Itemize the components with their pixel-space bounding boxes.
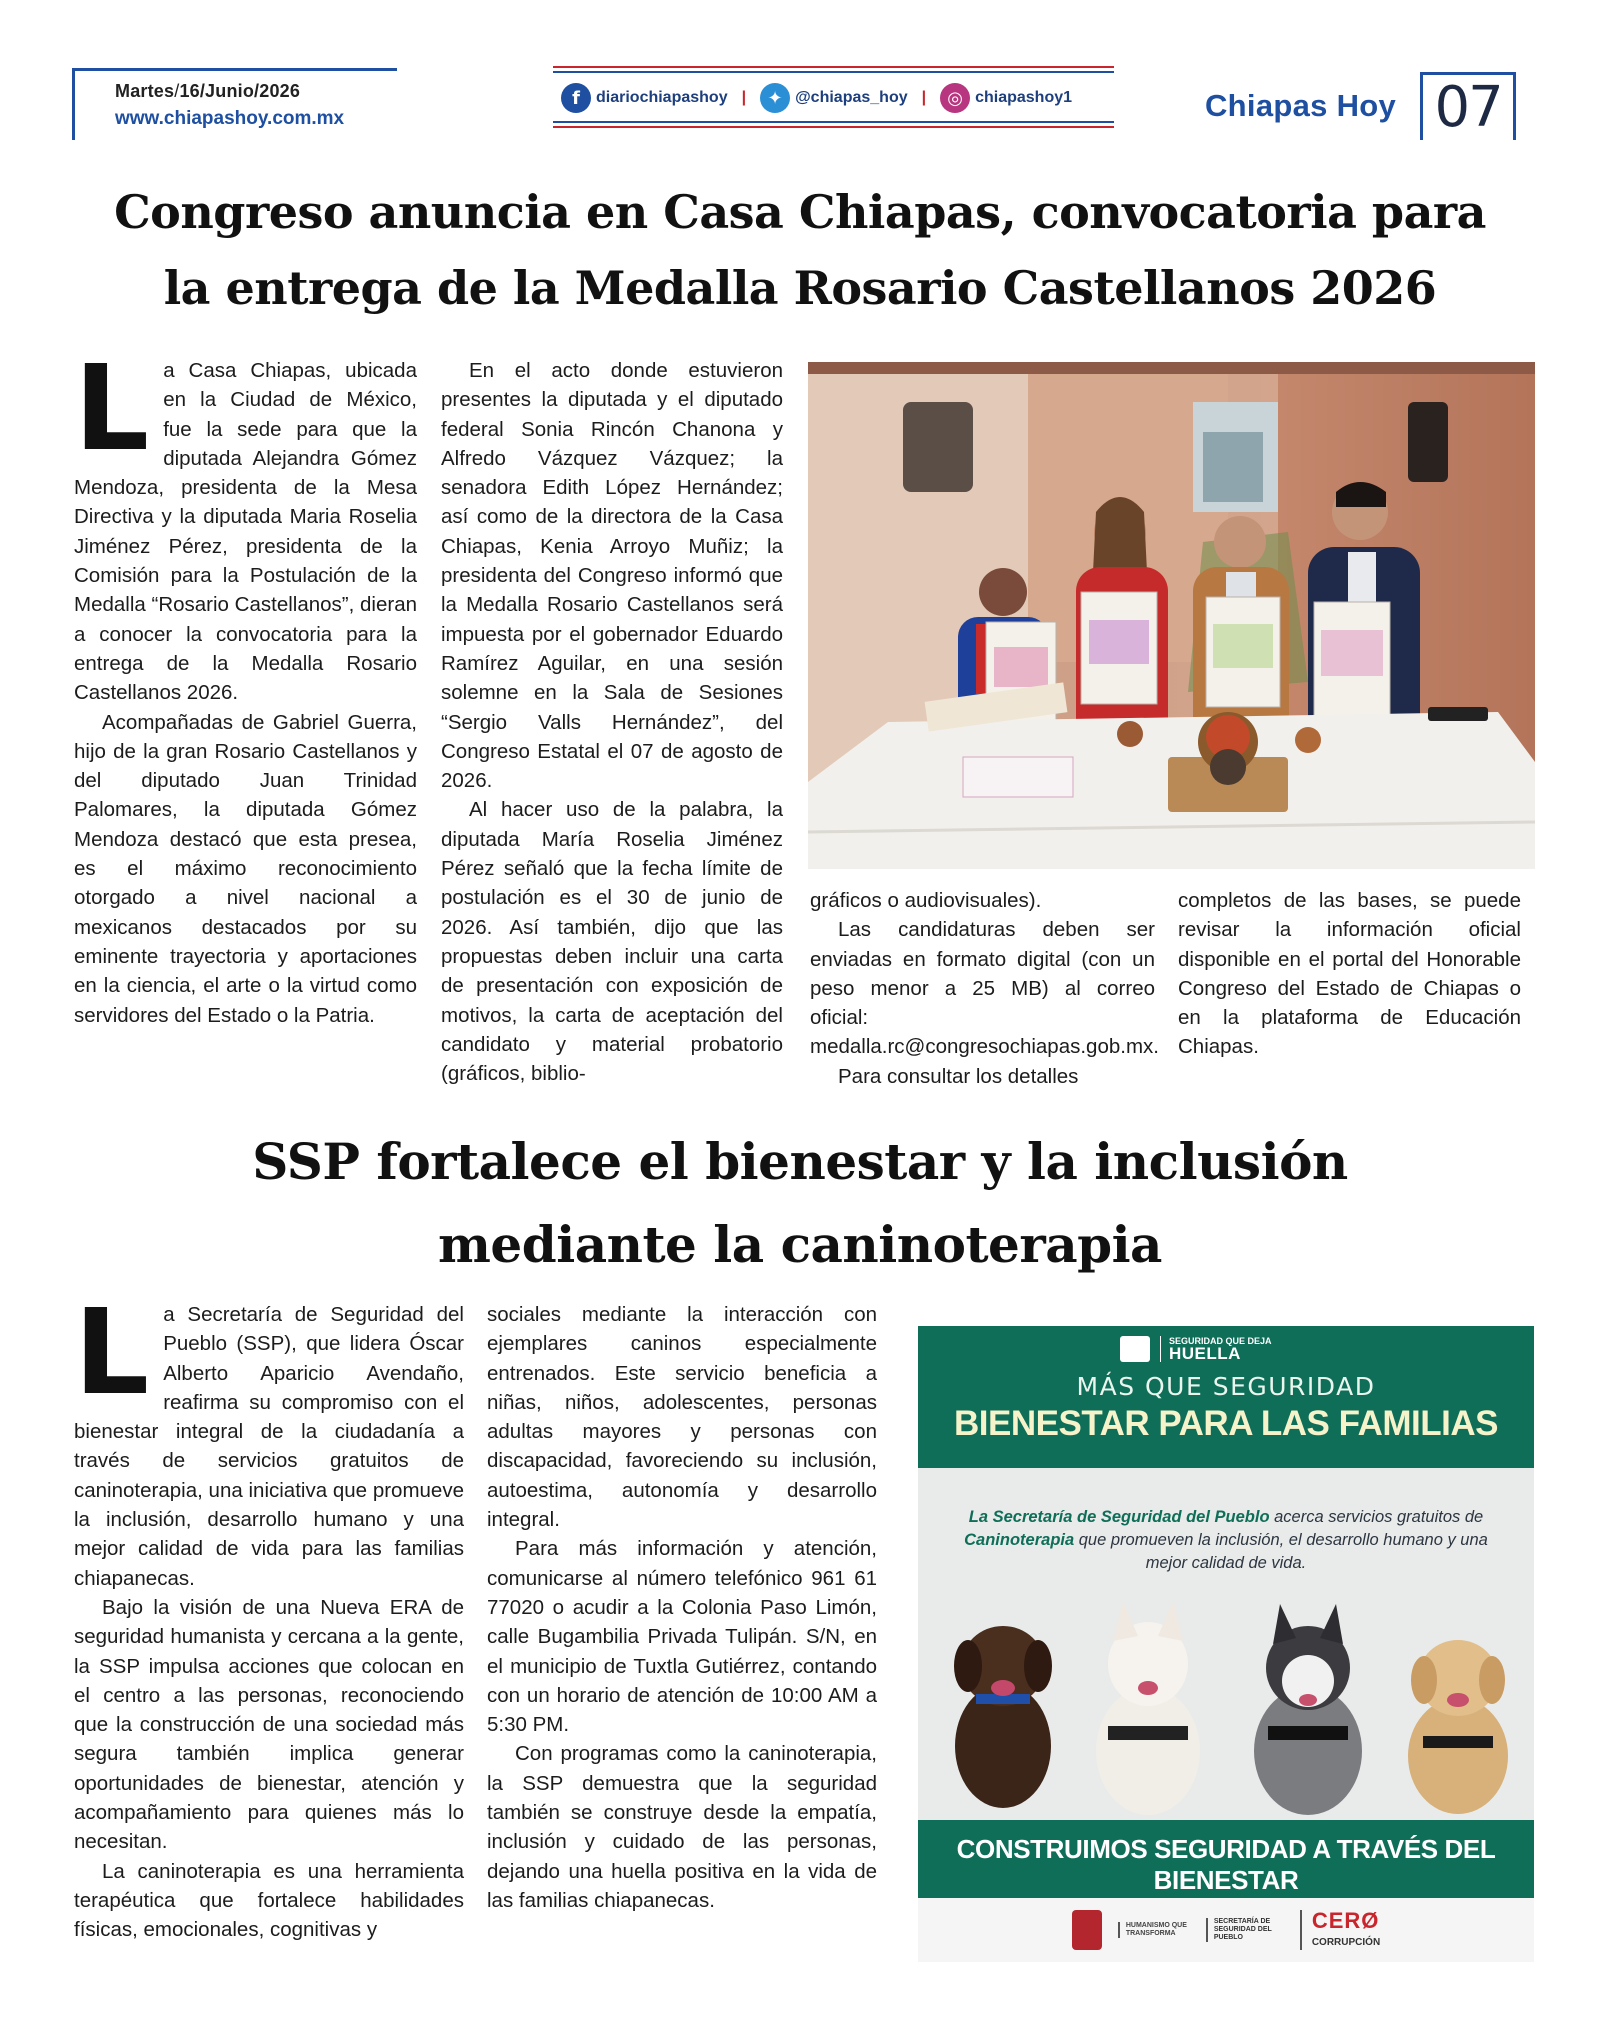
- ssp-shield-icon: [1120, 1336, 1150, 1362]
- article1-headline: [60, 174, 1540, 326]
- social-rule-bottom: [553, 126, 1114, 128]
- caninotherapy-ad: [918, 1326, 1534, 1962]
- social-rule-top-blue: [553, 71, 1114, 73]
- ad-desc-service: Caninoterapia: [964, 1531, 1075, 1549]
- article2-paragraph: a Secretaría de Seguridad del Pueblo (SSP), que lidera Óscar Alberto Aparicio Avendaño, reafirma su compromiso con el bienestar integral de la ciudadanía a través de servicios gratuitos de caninoterapia, una iniciativa que promueve la inclusión, desarrollo humano y una mejor calidad de vida para las familias chiapanecas.: [74, 1303, 464, 1590]
- ad-kicker: MÁS QUE SEGURIDAD: [1076, 1372, 1376, 1401]
- ad-logo-small: SEGURIDAD QUE DEJA: [1169, 1336, 1272, 1346]
- cero-logo-word: CERØ: [1311, 1908, 1380, 1933]
- social-rule-bottom-blue: [553, 121, 1114, 123]
- article1-column-3: [810, 886, 1159, 1091]
- ad-slogan: CONSTRUIMOS SEGURIDAD A TRAVÉS DEL BIENESTAR: [956, 1834, 1496, 1895]
- article1-headline-line2: la entrega de la Medalla Rosario Castellanos 2026: [163, 261, 1437, 315]
- ad-desc-org: La Secretaría de Seguridad del Pueblo: [968, 1508, 1270, 1526]
- article2-headline-line2: mediante la caninoterapia: [438, 1215, 1162, 1274]
- corrupcion-logo-word: CORRUPCIÓN: [1311, 1937, 1381, 1948]
- article2-paragraph: Para más información y atención, comunicarse al número telefónico 961 61 77020 o acudir a la Colonia Paso Limón, calle Bugambilia Privada Tulipán. S/N, en el municipio de Tuxtla Gutiérrez, contando con un horario de atención de 10:00 AM a 5:30 PM.: [487, 1537, 877, 1737]
- article1-dropcap: L: [74, 339, 150, 477]
- facebook-icon: f: [561, 83, 591, 113]
- article2-paragraph: La caninoterapia es una herramienta terapéutica que fortalece habilidades físicas, emocionales, cognitivas y: [74, 1859, 464, 1942]
- page-number: 07: [1434, 75, 1502, 140]
- instagram-icon: ◎: [940, 83, 970, 113]
- ssp-logo-text: SECRETARÍA DE SEGURIDAD DEL PUEBLO: [1206, 1918, 1284, 1942]
- ad-logo-big: HUELLA: [1169, 1344, 1241, 1363]
- instagram-handle: chiapashoy1: [975, 89, 1073, 106]
- ad-logo-text: [1160, 1336, 1272, 1362]
- article1-paragraph: Las candidaturas deben ser enviadas en formato digital (con un peso menor a 25 MB) al correo oficial: medalla.rc@congresochiapas.gob.mx.: [810, 918, 1159, 1059]
- dog-chocolate-lab-icon: [954, 1626, 1052, 1808]
- ad-slogan-band: [918, 1820, 1534, 1898]
- masthead: [1205, 72, 1516, 140]
- article2-headline: [60, 1120, 1540, 1286]
- ad-desc-text: que promueven la inclusión, el desarrollo humano y una mejor calidad de vida.: [1074, 1531, 1488, 1572]
- newspaper-name: Chiapas Hoy: [1205, 88, 1397, 123]
- chiapas-coat-of-arms-icon: [1072, 1910, 1102, 1950]
- issue-date-value: 16/Junio/2026: [179, 81, 301, 101]
- website-link[interactable]: www.chiapashoy.com.mx: [115, 108, 345, 129]
- article1-paragraph: a Casa Chiapas, ubicada en la Ciudad de México, fue la sede para que la diputada Alejandra Gómez Mendoza, presidenta de la Mesa Directiva y la diputada Maria Roselia Jiménez Pérez, presidenta de la Comisión para la Postulación de la Medalla “Rosario Castellanos”, dieran a conocer la convocatoria para la entrega de la Medalla Rosario Castellanos 2026.: [74, 359, 417, 705]
- dog-golden-icon: [1408, 1640, 1508, 1814]
- cero-corrupcion-logo: [1300, 1910, 1380, 1950]
- article2-dropcap: L: [74, 1283, 150, 1421]
- ad-desc-text: acerca servicios gratuitos de: [1269, 1508, 1484, 1526]
- separator: |: [921, 89, 927, 106]
- ad-footer-logos: [918, 1898, 1534, 1962]
- separator: |: [741, 89, 747, 106]
- article1-column-4: [1178, 886, 1521, 1062]
- social-bar: [553, 66, 1114, 128]
- press-conference-photo: [808, 362, 1535, 869]
- article1-paragraph: completos de las bases, se puede revisar la información oficial disponible en el portal del Honorable Congreso del Estado de Chiapas o en la plataforma de Educación Chiapas.: [1178, 889, 1521, 1059]
- article1-paragraph: gráficos o audiovisuales).: [810, 889, 1042, 912]
- article2-paragraph: Con programas como la caninoterapia, la SSP demuestra que la seguridad también se construye desde la empatía, inclusión y cuidado de las personas, dejando una huella positiva en la vida de las familias chiapanecas.: [487, 1742, 877, 1912]
- issue-day: Martes: [115, 81, 175, 101]
- header-dateline: [72, 68, 397, 140]
- twitter-link[interactable]: [760, 83, 940, 113]
- article2-column-2: [487, 1300, 877, 1915]
- article2-paragraph: sociales mediante la interacción con ejemplares caninos especialmente entrenados. Este servicio beneficia a niñas, niños, adolescentes, personas adultas mayores y personas con discapacidad, favoreciendo su inclusión, autoestima, autonomía y desarrollo integral.: [487, 1303, 877, 1532]
- article1-paragraph: Para consultar los detalles: [838, 1064, 1079, 1088]
- article2-paragraph: Bajo la visión de una Nueva ERA de seguridad humanista y cercana a la gente, la SSP impulsa acciones que colocan en el centro a las personas, reconociendo que la construcción de una sociedad más segura también implica generar oportunidades de bienestar, atención y acompañamiento para quienes más lo necesitan.: [74, 1595, 464, 1854]
- article1-column-1: [74, 339, 417, 1030]
- gov-logo-text: HUMANISMO QUE TRANSFORMA: [1118, 1922, 1190, 1938]
- article2-column-1: [74, 1283, 464, 1945]
- article1-paragraph: En el acto donde estuvieron presentes la diputada y el diputado federal Sonia Rincón Chanona y Alfredo Vázquez Vázquez; la senadora Edith López Hernández; así como de la directora de la Casa Chiapas, Kenia Arroyo Muñiz; la presidenta del Congreso informó que la Medalla Rosario Castellanos será impuesta por el gobernador Eduardo Ramírez Aguilar, en una sesión solemne en la Sala de Sesiones “Sergio Valls Hernández”, del Congreso Estatal el 07 de agosto de 2026.: [441, 359, 783, 793]
- article2-headline-line1: SSP fortalece el bienestar y la inclusión: [252, 1132, 1348, 1191]
- issue-date: Martes/16/Junio/2026: [115, 81, 301, 101]
- social-rule-top: [553, 66, 1114, 68]
- article1-headline-line1: Congreso anuncia en Casa Chiapas, convocatoria para: [114, 185, 1486, 239]
- dog-husky-icon: [1254, 1604, 1362, 1815]
- ad-logo: [1120, 1336, 1272, 1362]
- ad-description: [946, 1506, 1506, 1575]
- ad-header: [918, 1326, 1534, 1468]
- article1-paragraph: Al hacer uso de la palabra, la diputada María Roselia Jiménez Pérez señaló que la fecha límite de postulación es el 30 de junio de 2026. Así también, dijo que las propuestas deben incluir una carta de presentación con exposición de motivos, la carta de aceptación del candidato y material probatorio (gráficos, biblio-: [441, 798, 783, 1086]
- article1-paragraph: Acompañadas de Gabriel Guerra, hijo de la gran Rosario Castellanos y del diputado Juan Trinidad Palomares, la diputada Gómez Mendoza destacó que esta presea, es el máximo reconocimiento otorgado a nivel nacional a mexicanos destacados por su eminente trayectoria y aportaciones en la ciencia, el arte o la virtud como servidores del Estado o la Patria.: [74, 710, 417, 1027]
- article1-column-2: [441, 356, 783, 1088]
- instagram-link[interactable]: [940, 83, 1072, 113]
- twitter-handle: @chiapas_hoy: [795, 89, 908, 106]
- twitter-bird-icon: ✦: [760, 83, 790, 113]
- facebook-handle: diariochiapashoy: [596, 89, 728, 106]
- dog-white-icon: [1096, 1601, 1200, 1815]
- ad-title: BIENESTAR PARA LAS FAMILIAS: [954, 1404, 1498, 1443]
- page-number-box: [1420, 72, 1516, 140]
- article1-photo: [808, 362, 1535, 869]
- running-dogs-illustration: [918, 1596, 1534, 1831]
- facebook-link[interactable]: [561, 83, 760, 113]
